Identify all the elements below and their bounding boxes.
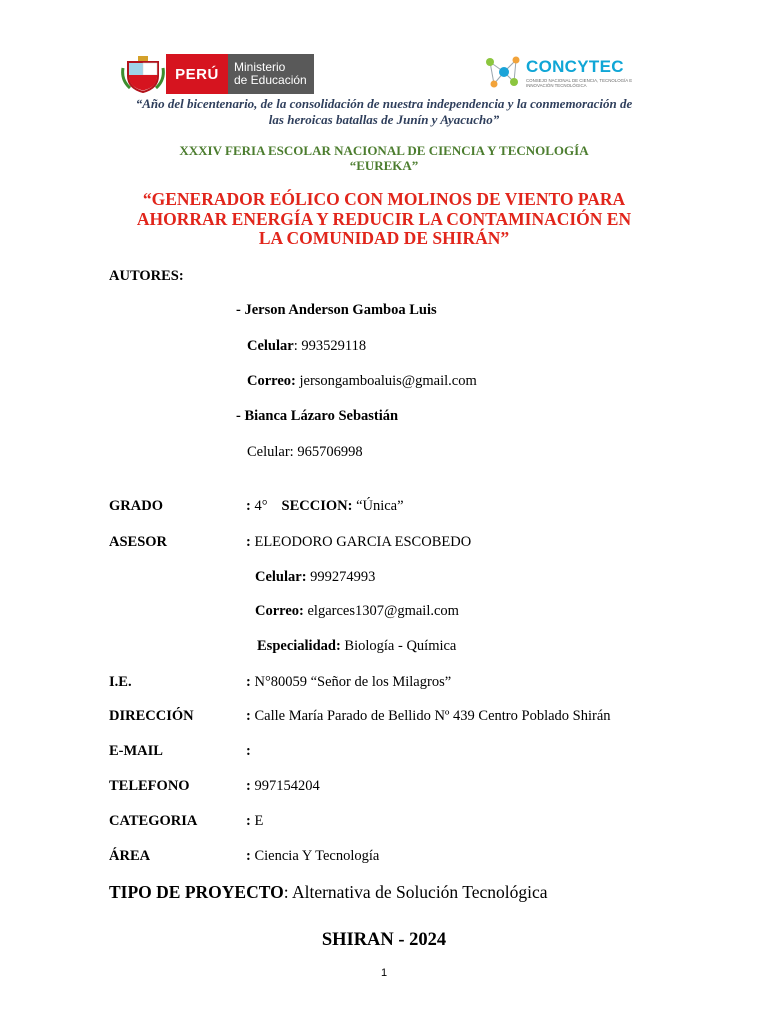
- direccion-value: : Calle María Parado de Bellido Nº 439 Centro Poblado Shirán: [246, 708, 611, 724]
- project-type: TIPO DE PROYECTO: Alternativa de Solución Tecnológica: [109, 882, 548, 902]
- grado-value: : 4° SECCION: “Única”: [246, 498, 404, 514]
- peru-label: PERÚ: [166, 54, 228, 94]
- project-title: “GENERADOR EÓLICO CON MOLINOS DE VIENTO PARA AHORRAR ENERGÍA Y REDUCIR LA CONTAMINACIÓN EN LA COMUNIDAD DE SHIRÁN”: [136, 189, 632, 248]
- asesor-value: : ELEODORO GARCIA ESCOBEDO: [246, 534, 472, 550]
- feria-title: XXXIV FERIA ESCOLAR NACIONAL DE CIENCIA Y TECNOLOGÍA “EUREKA”: [179, 143, 589, 173]
- ministerio-label: Ministerio de Educación: [228, 54, 314, 94]
- asesor-specialty: Especialidad: Biología - Química: [257, 638, 457, 654]
- place-year: SHIRAN - 2024: [321, 930, 447, 950]
- area-value: : Ciencia Y Tecnología: [246, 848, 380, 864]
- year-motto: “Año del bicentenario, de la consolidación de nuestra independencia y la conmemoración de las heroicas batallas de Junín y Ayacucho”: [135, 96, 633, 127]
- author2-phone: Celular: 965706998: [247, 444, 363, 460]
- asesor-email: Correo: elgarces1307@gmail.com: [255, 603, 459, 619]
- peru-ministerio-logo: [120, 54, 314, 94]
- telefono-label: TELEFONO: [109, 778, 190, 794]
- email-label: E-MAIL: [109, 743, 163, 759]
- concytec-logo: [482, 52, 646, 94]
- page-number: 1: [380, 967, 388, 979]
- concytec-subtitle: CONSEJO NACIONAL DE CIENCIA, TECNOLOGÍA E INNOVACIÓN TECNOLÓGICA: [526, 78, 633, 88]
- direccion-label: DIRECCIÓN: [109, 708, 194, 724]
- author1-email: Correo: jersongamboaluis@gmail.com: [247, 373, 477, 389]
- email-value: :: [246, 743, 251, 759]
- categoria-value: : E: [246, 813, 264, 829]
- ie-value: : N°80059 “Señor de los Milagros”: [246, 674, 452, 690]
- area-label: ÁREA: [109, 848, 151, 864]
- asesor-label: ASESOR: [109, 534, 168, 550]
- author1-name: - Jerson Anderson Gamboa Luis: [236, 302, 437, 318]
- concytec-name: CONCYTEC: [526, 57, 624, 76]
- asesor-phone: Celular: 999274993: [255, 569, 376, 585]
- ie-label: I.E.: [109, 674, 132, 690]
- author2-name: - Bianca Lázaro Sebastián: [236, 408, 399, 424]
- categoria-label: CATEGORIA: [109, 813, 198, 829]
- network-molecule-icon: [482, 52, 524, 94]
- author1-phone: Celular: 993529118: [247, 338, 367, 354]
- telefono-value: : 997154204: [246, 778, 320, 794]
- grado-label: GRADO: [109, 498, 163, 514]
- peru-coat-of-arms-icon: [120, 54, 166, 94]
- authors-heading: AUTORES:: [109, 268, 184, 284]
